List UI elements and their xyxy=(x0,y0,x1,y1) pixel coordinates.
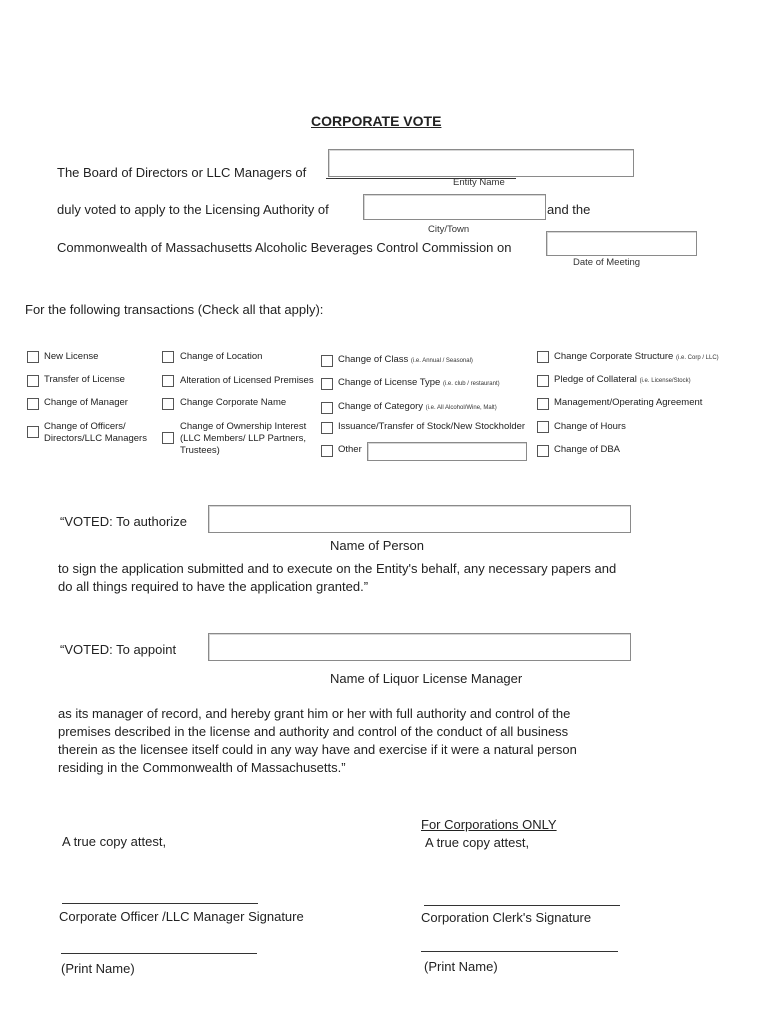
alteration-premises-checkbox[interactable] xyxy=(162,375,174,387)
other-checkbox[interactable] xyxy=(321,445,333,457)
entity-name-caption: Entity Name xyxy=(453,177,505,188)
change-of-manager-checkbox[interactable] xyxy=(27,398,39,410)
right-attest: A true copy attest, xyxy=(425,835,530,850)
commission-text: Commonwealth of Massachusetts Alcoholic Beverages Control Commission on xyxy=(57,240,512,255)
duly-voted-text: duly voted to apply to the Licensing Authority of xyxy=(57,202,329,217)
change-of-license-type-label: Change of License Type (i.e. club / restaurant) xyxy=(338,377,500,388)
pledge-of-collateral-checkbox[interactable] xyxy=(537,375,549,387)
clerk-signature-label: Corporation Clerk's Signature xyxy=(421,910,592,925)
officer-signature-label: Corporate Officer /LLC Manager Signature xyxy=(59,909,304,924)
appoint-text-line4: residing in the Commonwealth of Massachusetts.” xyxy=(58,760,346,775)
left-attest: A true copy attest, xyxy=(62,834,167,849)
new-license-checkbox[interactable] xyxy=(27,351,39,363)
change-of-category-checkbox[interactable] xyxy=(321,402,333,414)
change-of-ownership-checkbox[interactable] xyxy=(162,432,174,444)
change-of-category-label: Change of Category (i.e. All Alcohol/Wine, Malt) xyxy=(338,401,497,412)
appoint-text-line2: premises described in the license and authority and control of the conduct of all business xyxy=(58,724,569,739)
appoint-text-line1: as its manager of record, and hereby grant him or her with full authority and control of the xyxy=(58,706,571,721)
authorize-text-line1: to sign the application submitted and to execute on the Entity's behalf, any necessary papers and xyxy=(58,561,617,576)
city-town-field[interactable] xyxy=(363,194,546,220)
transfer-of-license-checkbox[interactable] xyxy=(27,375,39,387)
new-license-label: New License xyxy=(44,351,99,362)
manager-name-field[interactable] xyxy=(208,633,631,661)
change-of-officers-label-line1: Change of Officers/ xyxy=(44,421,126,432)
change-corporate-structure-checkbox[interactable] xyxy=(537,351,549,363)
management-agreement-checkbox[interactable] xyxy=(537,398,549,410)
change-of-officers-label-line2: Directors/LLC Managers xyxy=(44,433,147,444)
change-of-hours-label: Change of Hours xyxy=(554,421,626,432)
clerk-print-name-line[interactable] xyxy=(421,951,618,952)
date-of-meeting-caption: Date of Meeting xyxy=(573,257,641,268)
alteration-premises-label: Alteration of Licensed Premises xyxy=(180,375,314,386)
pledge-of-collateral-label: Pledge of Collateral (i.e. License/Stock) xyxy=(554,374,691,385)
appoint-lead: “VOTED: To appoint xyxy=(60,642,177,657)
change-of-ownership-label-line2: (LLC Members/ LLP Partners, xyxy=(180,433,307,444)
issuance-of-stock-checkbox[interactable] xyxy=(321,422,333,434)
person-name-field[interactable] xyxy=(208,505,631,533)
change-of-dba-checkbox[interactable] xyxy=(537,445,549,457)
officer-signature-line[interactable] xyxy=(62,903,258,904)
change-of-hours-checkbox[interactable] xyxy=(537,421,549,433)
corporations-only-heading: For Corporations ONLY xyxy=(421,817,557,832)
transfer-of-license-label: Transfer of License xyxy=(44,374,125,385)
officer-print-name-label: (Print Name) xyxy=(61,961,135,976)
authorize-lead: “VOTED: To authorize xyxy=(60,514,187,529)
appoint-text-line3: therein as the licensee itself could in any way have and exercise if it were a natural person xyxy=(58,742,577,757)
change-of-officers-checkbox[interactable] xyxy=(27,426,39,438)
board-text: The Board of Directors or LLC Managers of xyxy=(57,165,307,180)
entity-name-field[interactable] xyxy=(328,149,634,177)
change-corporate-name-label: Change Corporate Name xyxy=(180,397,287,408)
transactions-heading: For the following transactions (Check all that apply): xyxy=(25,302,324,317)
authorize-text-line2: do all things required to have the application granted.” xyxy=(58,579,369,594)
management-agreement-label: Management/Operating Agreement xyxy=(554,397,703,408)
issuance-of-stock-label: Issuance/Transfer of Stock/New Stockholder xyxy=(338,421,526,432)
city-town-caption: City/Town xyxy=(428,224,470,235)
clerk-signature-line[interactable] xyxy=(424,905,620,906)
change-of-ownership-label-line1: Change of Ownership Interest xyxy=(180,421,307,432)
change-corporate-structure-label: Change Corporate Structure (i.e. Corp / LLC) xyxy=(554,351,719,362)
other-field[interactable] xyxy=(367,442,527,461)
other-label: Other xyxy=(338,444,362,455)
and-the-text: and the xyxy=(547,202,591,217)
change-of-class-label: Change of Class (i.e. Annual / Seasonal) xyxy=(338,354,473,365)
change-of-class-checkbox[interactable] xyxy=(321,355,333,367)
clerk-print-name-label: (Print Name) xyxy=(424,959,498,974)
change-of-location-label: Change of Location xyxy=(180,351,263,362)
change-of-ownership-label-line3: Trustees) xyxy=(180,445,220,456)
manager-name-caption: Name of Liquor License Manager xyxy=(330,671,523,686)
change-of-license-type-checkbox[interactable] xyxy=(321,378,333,390)
page-title: CORPORATE VOTE xyxy=(311,113,442,129)
change-of-manager-label: Change of Manager xyxy=(44,397,128,408)
change-of-location-checkbox[interactable] xyxy=(162,351,174,363)
change-corporate-name-checkbox[interactable] xyxy=(162,398,174,410)
officer-print-name-line[interactable] xyxy=(61,953,257,954)
change-of-dba-label: Change of DBA xyxy=(554,444,621,455)
person-name-caption: Name of Person xyxy=(330,538,424,553)
date-of-meeting-field[interactable] xyxy=(546,231,697,256)
